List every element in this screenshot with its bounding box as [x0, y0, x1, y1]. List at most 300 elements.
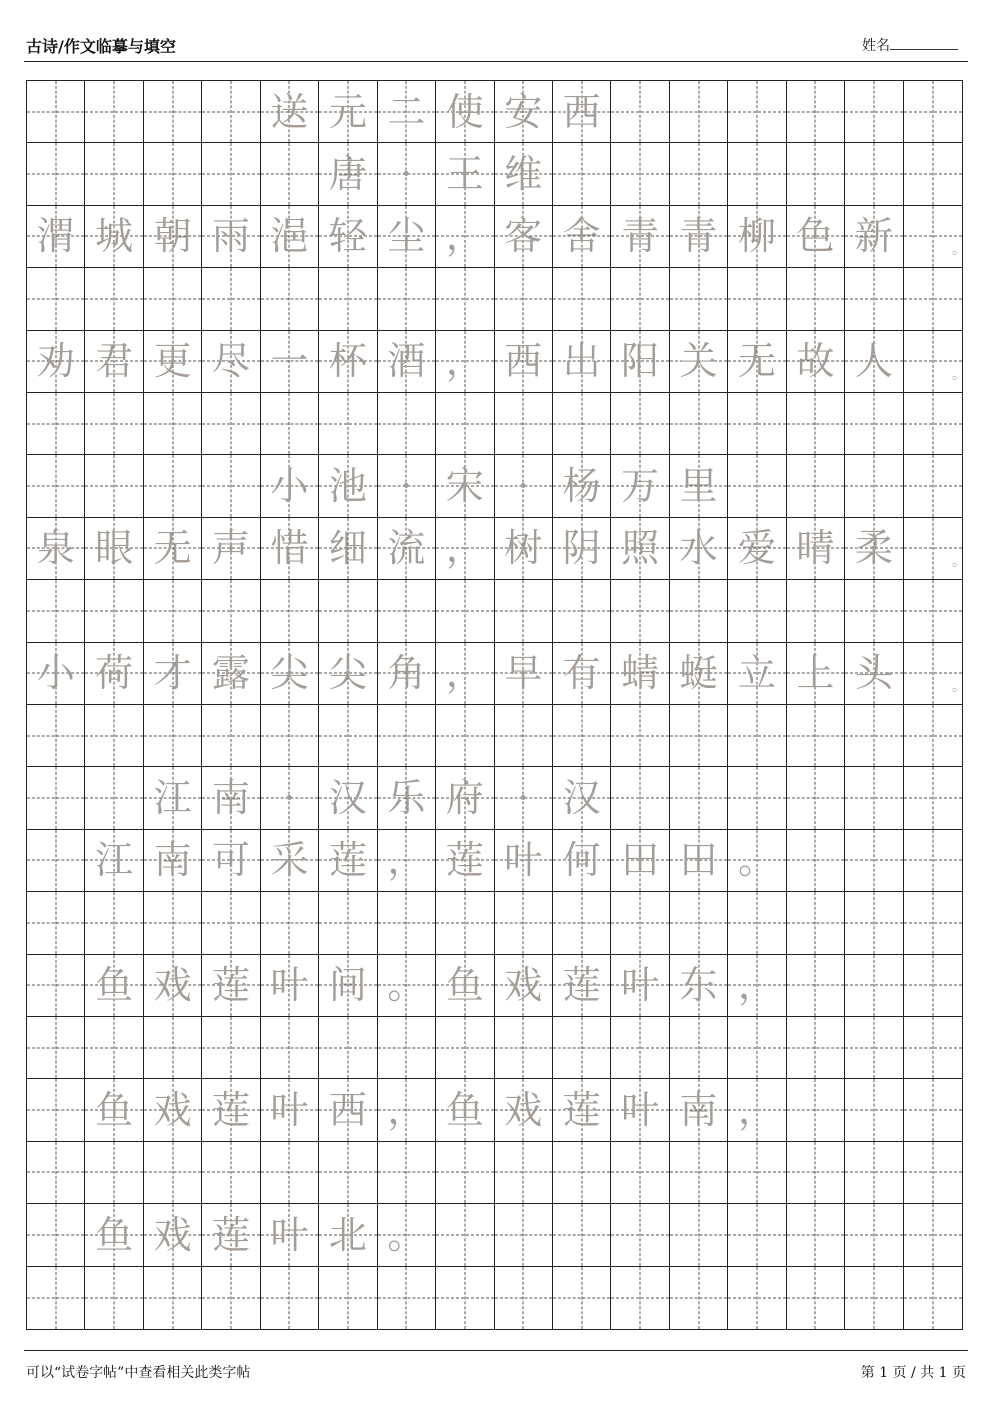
grid-cell[interactable]: [728, 1267, 786, 1329]
grid-cell[interactable]: [27, 268, 85, 330]
grid-cell[interactable]: [787, 767, 845, 829]
grid-cell[interactable]: [85, 81, 143, 143]
grid-cell[interactable]: [27, 518, 85, 580]
grid-cell[interactable]: [904, 705, 962, 767]
grid-cell[interactable]: [202, 830, 260, 892]
grid-cell[interactable]: [144, 331, 202, 393]
grid-cell[interactable]: [436, 830, 494, 892]
grid-cell[interactable]: [144, 830, 202, 892]
grid-cell[interactable]: [728, 1204, 786, 1266]
grid-cell[interactable]: [611, 518, 669, 580]
grid-cell[interactable]: [787, 518, 845, 580]
grid-cell[interactable]: [670, 705, 728, 767]
grid-cell[interactable]: [904, 767, 962, 829]
grid-cell[interactable]: [787, 830, 845, 892]
grid-cell[interactable]: [27, 955, 85, 1017]
grid-cell[interactable]: [553, 455, 611, 517]
grid-cell[interactable]: [728, 580, 786, 642]
grid-cell[interactable]: [378, 830, 436, 892]
grid-cell[interactable]: [144, 455, 202, 517]
grid-cell[interactable]: [27, 206, 85, 268]
grid-cell[interactable]: [904, 1204, 962, 1266]
grid-cell[interactable]: [904, 580, 962, 642]
grid-cell[interactable]: [27, 143, 85, 205]
grid-cell[interactable]: [144, 892, 202, 954]
grid-cell[interactable]: [845, 268, 903, 330]
grid-cell[interactable]: [728, 830, 786, 892]
grid-cell[interactable]: [553, 892, 611, 954]
grid-cell[interactable]: [378, 1267, 436, 1329]
grid-cell[interactable]: [202, 643, 260, 705]
grid-cell[interactable]: [553, 331, 611, 393]
grid-cell[interactable]: [319, 1079, 377, 1141]
grid-cell[interactable]: [85, 393, 143, 455]
grid-cell[interactable]: [728, 206, 786, 268]
grid-cell[interactable]: [611, 143, 669, 205]
grid-cell[interactable]: [845, 1079, 903, 1141]
grid-cell[interactable]: [845, 830, 903, 892]
grid-cell[interactable]: [787, 268, 845, 330]
grid-cell[interactable]: [553, 81, 611, 143]
grid-cell[interactable]: [319, 892, 377, 954]
grid-cell[interactable]: [436, 81, 494, 143]
grid-cell[interactable]: [553, 1267, 611, 1329]
name-field[interactable]: [862, 35, 958, 55]
grid-cell[interactable]: [378, 1142, 436, 1204]
grid-cell[interactable]: [319, 206, 377, 268]
grid-cell[interactable]: [787, 580, 845, 642]
grid-cell[interactable]: [27, 892, 85, 954]
grid-cell[interactable]: [670, 1142, 728, 1204]
grid-cell[interactable]: [904, 955, 962, 1017]
grid-cell[interactable]: [261, 643, 319, 705]
grid-cell[interactable]: [611, 1267, 669, 1329]
grid-cell[interactable]: [728, 1142, 786, 1204]
grid-cell[interactable]: [611, 455, 669, 517]
grid-cell[interactable]: [144, 1267, 202, 1329]
grid-cell[interactable]: [202, 1267, 260, 1329]
grid-cell[interactable]: [378, 455, 436, 517]
grid-cell[interactable]: [787, 643, 845, 705]
grid-cell[interactable]: [787, 1204, 845, 1266]
grid-cell[interactable]: [85, 643, 143, 705]
grid-cell[interactable]: [611, 830, 669, 892]
grid-cell[interactable]: [319, 518, 377, 580]
grid-cell[interactable]: [495, 767, 553, 829]
grid-cell[interactable]: [27, 580, 85, 642]
grid-cell[interactable]: [904, 892, 962, 954]
grid-cell[interactable]: [202, 1017, 260, 1079]
grid-cell[interactable]: [261, 955, 319, 1017]
grid-cell[interactable]: [728, 955, 786, 1017]
grid-cell[interactable]: [378, 518, 436, 580]
grid-cell[interactable]: [904, 830, 962, 892]
grid-cell[interactable]: [845, 705, 903, 767]
grid-cell[interactable]: [845, 1267, 903, 1329]
grid-cell[interactable]: [845, 1142, 903, 1204]
grid-cell[interactable]: [611, 705, 669, 767]
grid-cell[interactable]: [495, 143, 553, 205]
grid-cell[interactable]: [553, 1204, 611, 1266]
grid-cell[interactable]: [27, 331, 85, 393]
grid-cell[interactable]: [436, 892, 494, 954]
grid-cell[interactable]: [845, 518, 903, 580]
grid-cell[interactable]: [144, 1079, 202, 1141]
grid-cell[interactable]: [436, 1267, 494, 1329]
grid-cell[interactable]: [670, 143, 728, 205]
grid-cell[interactable]: [845, 455, 903, 517]
grid-cell[interactable]: [436, 331, 494, 393]
name-blank-line[interactable]: [890, 36, 958, 50]
grid-cell[interactable]: [728, 892, 786, 954]
grid-cell[interactable]: [611, 206, 669, 268]
grid-cell[interactable]: [261, 892, 319, 954]
grid-cell[interactable]: [319, 1142, 377, 1204]
grid-cell[interactable]: [787, 331, 845, 393]
grid-cell[interactable]: [728, 767, 786, 829]
grid-cell[interactable]: [261, 393, 319, 455]
grid-cell[interactable]: [319, 393, 377, 455]
grid-cell[interactable]: [144, 767, 202, 829]
grid-cell[interactable]: [85, 1017, 143, 1079]
grid-cell[interactable]: [202, 81, 260, 143]
grid-cell[interactable]: [495, 580, 553, 642]
grid-cell[interactable]: [904, 1142, 962, 1204]
grid-cell[interactable]: [611, 767, 669, 829]
grid-cell[interactable]: [728, 331, 786, 393]
grid-cell[interactable]: [436, 1079, 494, 1141]
grid-cell[interactable]: [378, 81, 436, 143]
grid-cell[interactable]: [436, 518, 494, 580]
grid-cell[interactable]: [611, 643, 669, 705]
grid-cell[interactable]: [670, 830, 728, 892]
grid-cell[interactable]: [611, 580, 669, 642]
grid-cell[interactable]: [144, 81, 202, 143]
grid-cell[interactable]: [787, 455, 845, 517]
grid-cell[interactable]: [495, 955, 553, 1017]
grid-cell[interactable]: [845, 331, 903, 393]
grid-cell[interactable]: [436, 393, 494, 455]
grid-cell[interactable]: [261, 1267, 319, 1329]
grid-cell[interactable]: [845, 1204, 903, 1266]
grid-cell[interactable]: [611, 1142, 669, 1204]
grid-cell[interactable]: [319, 955, 377, 1017]
grid-cell[interactable]: [495, 81, 553, 143]
grid-cell[interactable]: [728, 705, 786, 767]
grid-cell[interactable]: [787, 1142, 845, 1204]
grid-cell[interactable]: [378, 705, 436, 767]
grid-cell[interactable]: [261, 331, 319, 393]
grid-cell[interactable]: [904, 81, 962, 143]
grid-cell[interactable]: [611, 393, 669, 455]
grid-cell[interactable]: [787, 206, 845, 268]
grid-cell[interactable]: [27, 830, 85, 892]
grid-cell[interactable]: [319, 81, 377, 143]
grid-cell[interactable]: [261, 81, 319, 143]
grid-cell[interactable]: [319, 767, 377, 829]
grid-cell[interactable]: [144, 580, 202, 642]
grid-cell[interactable]: [378, 268, 436, 330]
grid-cell[interactable]: [845, 892, 903, 954]
grid-cell[interactable]: [27, 1204, 85, 1266]
grid-cell[interactable]: [787, 81, 845, 143]
grid-cell[interactable]: [85, 580, 143, 642]
grid-cell[interactable]: [27, 1142, 85, 1204]
grid-cell[interactable]: [144, 206, 202, 268]
grid-cell[interactable]: [845, 143, 903, 205]
grid-cell[interactable]: [27, 643, 85, 705]
grid-cell[interactable]: [553, 143, 611, 205]
grid-cell[interactable]: [85, 268, 143, 330]
grid-cell[interactable]: [670, 81, 728, 143]
grid-cell[interactable]: [787, 393, 845, 455]
grid-cell[interactable]: [670, 643, 728, 705]
grid-cell[interactable]: [845, 767, 903, 829]
grid-cell[interactable]: [728, 143, 786, 205]
grid-cell[interactable]: [904, 268, 962, 330]
grid-cell[interactable]: [436, 206, 494, 268]
grid-cell[interactable]: [495, 455, 553, 517]
grid-cell[interactable]: [495, 206, 553, 268]
grid-cell[interactable]: [670, 331, 728, 393]
grid-cell[interactable]: [202, 143, 260, 205]
grid-cell[interactable]: [904, 143, 962, 205]
grid-cell[interactable]: [85, 518, 143, 580]
grid-cell[interactable]: [27, 81, 85, 143]
grid-cell[interactable]: [85, 892, 143, 954]
grid-cell[interactable]: [85, 830, 143, 892]
grid-cell[interactable]: [378, 1079, 436, 1141]
grid-cell[interactable]: [261, 455, 319, 517]
grid-cell[interactable]: [904, 1079, 962, 1141]
grid-cell[interactable]: [378, 393, 436, 455]
grid-cell[interactable]: [261, 767, 319, 829]
grid-cell[interactable]: [728, 81, 786, 143]
grid-cell[interactable]: [319, 1204, 377, 1266]
grid-cell[interactable]: [261, 705, 319, 767]
grid-cell[interactable]: [495, 892, 553, 954]
grid-cell[interactable]: [27, 393, 85, 455]
grid-cell[interactable]: [144, 1204, 202, 1266]
grid-cell[interactable]: [202, 331, 260, 393]
grid-cell[interactable]: [144, 143, 202, 205]
grid-cell[interactable]: [436, 1142, 494, 1204]
grid-cell[interactable]: [261, 580, 319, 642]
grid-cell[interactable]: [611, 1204, 669, 1266]
grid-cell[interactable]: [378, 580, 436, 642]
grid-cell[interactable]: [144, 1017, 202, 1079]
grid-cell[interactable]: [378, 1204, 436, 1266]
grid-cell[interactable]: [202, 955, 260, 1017]
grid-cell[interactable]: [202, 892, 260, 954]
grid-cell[interactable]: [85, 1267, 143, 1329]
grid-cell[interactable]: [319, 268, 377, 330]
grid-cell[interactable]: [319, 455, 377, 517]
grid-cell[interactable]: [495, 1017, 553, 1079]
grid-cell[interactable]: [553, 767, 611, 829]
grid-cell[interactable]: [27, 1017, 85, 1079]
grid-cell[interactable]: [202, 705, 260, 767]
grid-cell[interactable]: [202, 206, 260, 268]
grid-cell[interactable]: [378, 892, 436, 954]
grid-cell[interactable]: [787, 1017, 845, 1079]
grid-cell[interactable]: [845, 643, 903, 705]
grid-cell[interactable]: [670, 580, 728, 642]
grid-cell[interactable]: [144, 393, 202, 455]
grid-cell[interactable]: [787, 143, 845, 205]
grid-cell[interactable]: [670, 1267, 728, 1329]
grid-cell[interactable]: [553, 830, 611, 892]
grid-cell[interactable]: [202, 1079, 260, 1141]
grid-cell[interactable]: [202, 1204, 260, 1266]
grid-cell[interactable]: [845, 393, 903, 455]
grid-cell[interactable]: [378, 331, 436, 393]
grid-cell[interactable]: [436, 143, 494, 205]
grid-cell[interactable]: [787, 1079, 845, 1141]
grid-cell[interactable]: [85, 206, 143, 268]
grid-cell[interactable]: [611, 892, 669, 954]
grid-cell[interactable]: [495, 331, 553, 393]
grid-cell[interactable]: [202, 518, 260, 580]
grid-cell[interactable]: [495, 705, 553, 767]
grid-cell[interactable]: [670, 767, 728, 829]
grid-cell[interactable]: [904, 393, 962, 455]
grid-cell[interactable]: [144, 268, 202, 330]
grid-cell[interactable]: [611, 1017, 669, 1079]
grid-cell[interactable]: [670, 1204, 728, 1266]
grid-cell[interactable]: [611, 331, 669, 393]
grid-cell[interactable]: [85, 455, 143, 517]
grid-cell[interactable]: [728, 393, 786, 455]
grid-cell[interactable]: [378, 1017, 436, 1079]
grid-cell[interactable]: [261, 1079, 319, 1141]
grid-cell[interactable]: [728, 643, 786, 705]
grid-cell[interactable]: [319, 1267, 377, 1329]
grid-cell[interactable]: [85, 705, 143, 767]
grid-cell[interactable]: [495, 643, 553, 705]
grid-cell[interactable]: [495, 268, 553, 330]
grid-cell[interactable]: [845, 81, 903, 143]
grid-cell[interactable]: [319, 331, 377, 393]
grid-cell[interactable]: [378, 143, 436, 205]
grid-cell[interactable]: [611, 1079, 669, 1141]
grid-cell[interactable]: [553, 1142, 611, 1204]
grid-cell[interactable]: [845, 1017, 903, 1079]
grid-cell[interactable]: [553, 1017, 611, 1079]
grid-cell[interactable]: [553, 518, 611, 580]
grid-cell[interactable]: [378, 767, 436, 829]
grid-cell[interactable]: [495, 393, 553, 455]
grid-cell[interactable]: [202, 1142, 260, 1204]
grid-cell[interactable]: [319, 643, 377, 705]
grid-cell[interactable]: [85, 767, 143, 829]
grid-cell[interactable]: [728, 518, 786, 580]
grid-cell[interactable]: [202, 767, 260, 829]
grid-cell[interactable]: [553, 206, 611, 268]
grid-cell[interactable]: [319, 580, 377, 642]
grid-cell[interactable]: [436, 705, 494, 767]
grid-cell[interactable]: [436, 1017, 494, 1079]
grid-cell[interactable]: [85, 1204, 143, 1266]
grid-cell[interactable]: [611, 81, 669, 143]
grid-cell[interactable]: [495, 1142, 553, 1204]
grid-cell[interactable]: [202, 268, 260, 330]
grid-cell[interactable]: [261, 518, 319, 580]
grid-cell[interactable]: [261, 143, 319, 205]
grid-cell[interactable]: [670, 206, 728, 268]
grid-cell[interactable]: [787, 1267, 845, 1329]
grid-cell[interactable]: [845, 206, 903, 268]
grid-cell[interactable]: [144, 705, 202, 767]
grid-cell[interactable]: [27, 767, 85, 829]
grid-cell[interactable]: [495, 1267, 553, 1329]
grid-cell[interactable]: [378, 643, 436, 705]
grid-cell[interactable]: [436, 268, 494, 330]
grid-cell[interactable]: [202, 393, 260, 455]
grid-cell[interactable]: [144, 955, 202, 1017]
grid-cell[interactable]: [553, 955, 611, 1017]
grid-cell[interactable]: [27, 1267, 85, 1329]
grid-cell[interactable]: [85, 1079, 143, 1141]
grid-cell[interactable]: [670, 393, 728, 455]
grid-cell[interactable]: [553, 580, 611, 642]
grid-cell[interactable]: [495, 830, 553, 892]
grid-cell[interactable]: [144, 518, 202, 580]
grid-cell[interactable]: [319, 830, 377, 892]
grid-cell[interactable]: [144, 643, 202, 705]
grid-cell[interactable]: [261, 1204, 319, 1266]
grid-cell[interactable]: [261, 206, 319, 268]
grid-cell[interactable]: [85, 331, 143, 393]
grid-cell[interactable]: [670, 455, 728, 517]
grid-cell[interactable]: [436, 455, 494, 517]
grid-cell[interactable]: [553, 268, 611, 330]
grid-cell[interactable]: [378, 955, 436, 1017]
grid-cell[interactable]: [436, 643, 494, 705]
grid-cell[interactable]: [845, 955, 903, 1017]
grid-cell[interactable]: [670, 1017, 728, 1079]
grid-cell[interactable]: [787, 955, 845, 1017]
grid-cell[interactable]: [319, 1017, 377, 1079]
grid-cell[interactable]: [436, 955, 494, 1017]
grid-cell[interactable]: [319, 143, 377, 205]
grid-cell[interactable]: [553, 643, 611, 705]
grid-cell[interactable]: [787, 705, 845, 767]
grid-cell[interactable]: [670, 892, 728, 954]
grid-cell[interactable]: [495, 1079, 553, 1141]
grid-cell[interactable]: [261, 1017, 319, 1079]
grid-cell[interactable]: [378, 206, 436, 268]
grid-cell[interactable]: [319, 705, 377, 767]
grid-cell[interactable]: [728, 1017, 786, 1079]
grid-cell[interactable]: [670, 518, 728, 580]
grid-cell[interactable]: [436, 1204, 494, 1266]
grid-cell[interactable]: [495, 518, 553, 580]
grid-cell[interactable]: [728, 268, 786, 330]
grid-cell[interactable]: [670, 955, 728, 1017]
grid-cell[interactable]: [261, 830, 319, 892]
grid-cell[interactable]: [27, 1079, 85, 1141]
grid-cell[interactable]: [553, 1079, 611, 1141]
grid-cell[interactable]: [27, 705, 85, 767]
grid-cell[interactable]: [845, 580, 903, 642]
grid-cell[interactable]: [436, 767, 494, 829]
grid-cell[interactable]: [611, 268, 669, 330]
grid-cell[interactable]: [904, 455, 962, 517]
grid-cell[interactable]: [904, 1017, 962, 1079]
grid-cell[interactable]: [261, 268, 319, 330]
grid-cell[interactable]: [202, 580, 260, 642]
